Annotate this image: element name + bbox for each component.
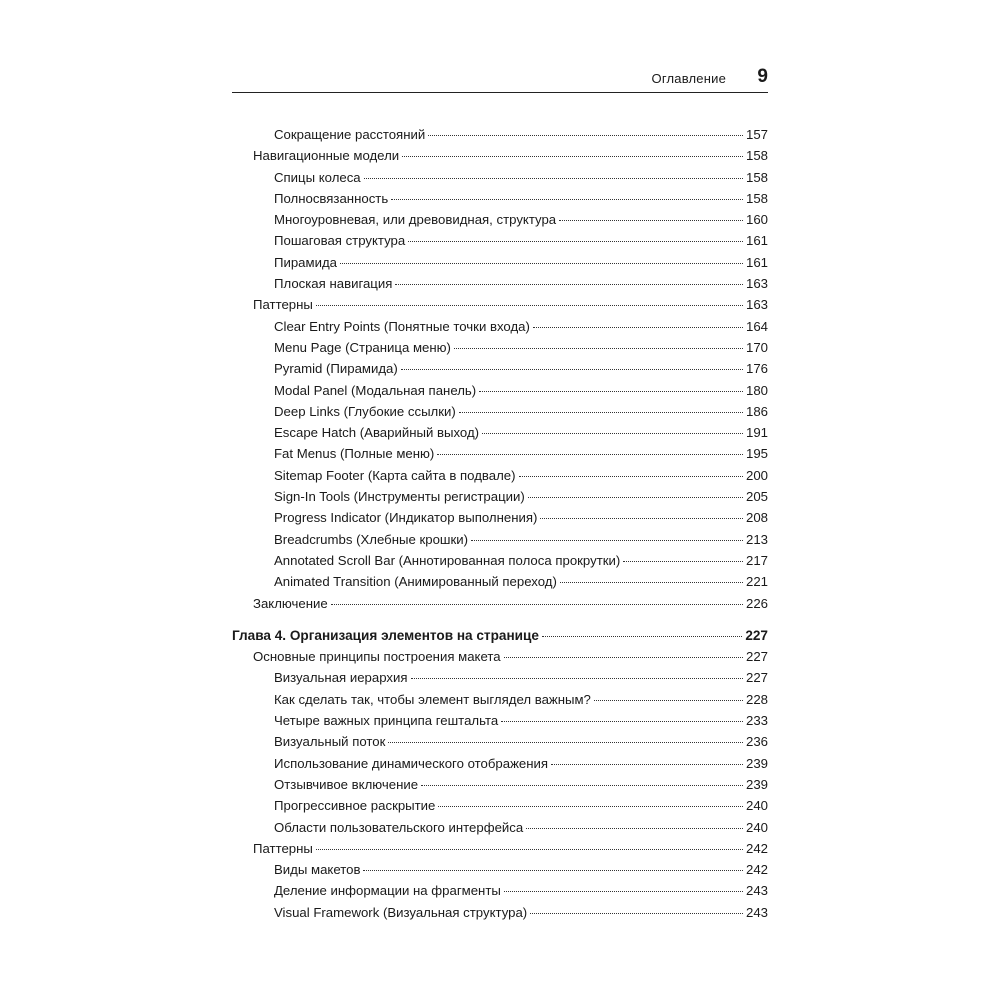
toc-entry-label: Escape Hatch (Аварийный выход) xyxy=(274,425,480,441)
dot-leader xyxy=(388,741,743,743)
dot-leader xyxy=(471,539,743,541)
toc-entry-page: 242 xyxy=(745,862,768,878)
toc-entry-label: Progress Indicator (Индикатор выполнения) xyxy=(274,510,538,526)
toc-entry-label: Использование динамического отображения xyxy=(274,755,549,771)
toc-entry-label: Паттерны xyxy=(253,297,313,313)
toc-entry xyxy=(232,465,768,486)
dot-leader xyxy=(316,848,743,850)
toc-entry xyxy=(232,667,768,688)
dot-leader xyxy=(533,326,743,328)
dot-leader xyxy=(401,368,743,370)
toc-entry-page: 158 xyxy=(745,148,768,164)
toc-entry-label: Спицы колеса xyxy=(274,169,361,185)
toc-entry-page: 243 xyxy=(745,883,768,899)
dot-leader xyxy=(363,869,743,871)
toc-entry-page: 208 xyxy=(745,510,768,526)
dot-leader xyxy=(331,603,743,605)
toc-entry xyxy=(232,443,768,464)
toc-entry xyxy=(232,209,768,230)
toc-entry-label: Заключение xyxy=(253,595,328,611)
dot-leader xyxy=(316,304,743,306)
toc-entry-label: Навигационные модели xyxy=(253,148,400,164)
toc-entry xyxy=(232,646,768,667)
running-header-title: Оглавление xyxy=(651,71,726,86)
toc-entry-label: Clear Entry Points (Понятные точки входа) xyxy=(274,318,530,334)
toc-entry xyxy=(232,358,768,379)
dot-leader xyxy=(421,784,743,786)
table-of-contents xyxy=(232,124,768,923)
toc-entry xyxy=(232,294,768,315)
toc-entry-label: Отзывчивое включение xyxy=(274,776,419,792)
toc-entry xyxy=(232,902,768,923)
toc-entry-page: 243 xyxy=(745,904,768,920)
toc-entry-label: Многоуровневая, или древовидная, структура xyxy=(274,212,557,228)
dot-leader xyxy=(364,177,743,179)
dot-leader xyxy=(340,262,743,264)
dot-leader xyxy=(560,581,743,583)
toc-entry-page: 213 xyxy=(745,531,768,547)
dot-leader xyxy=(551,763,743,765)
dot-leader xyxy=(459,411,743,413)
dot-leader xyxy=(540,517,743,519)
toc-entry-page: 217 xyxy=(745,552,768,568)
toc-entry xyxy=(232,774,768,795)
toc-entry-page: 161 xyxy=(745,254,768,270)
toc-entry-page: 239 xyxy=(745,776,768,792)
toc-entry-label: Animated Transition (Анимированный переход) xyxy=(274,574,557,590)
toc-entry xyxy=(232,401,768,422)
toc-entry-page: 170 xyxy=(745,339,768,355)
toc-entry-page: 242 xyxy=(745,840,768,856)
toc-entry xyxy=(232,731,768,752)
toc-chapter-entry xyxy=(232,625,768,646)
toc-entry-label: Пирамида xyxy=(274,254,337,270)
toc-entry-page: 239 xyxy=(745,755,768,771)
toc-entry-page: 226 xyxy=(745,595,768,611)
toc-entry xyxy=(232,145,768,166)
toc-entry-label: Сокращение расстояний xyxy=(274,127,426,142)
toc-entry-page: 157 xyxy=(745,127,768,142)
dot-leader xyxy=(395,283,743,285)
dot-leader xyxy=(482,432,743,434)
dot-leader xyxy=(504,890,743,892)
dot-leader xyxy=(402,155,743,157)
toc-entry xyxy=(232,188,768,209)
toc-entry xyxy=(232,380,768,401)
toc-entry-page: 205 xyxy=(745,489,768,505)
toc-entry xyxy=(232,507,768,528)
dot-leader xyxy=(454,347,743,349)
toc-entry xyxy=(232,124,768,145)
toc-entry-label: Области пользовательского интерфейса xyxy=(274,819,524,835)
page-number: 9 xyxy=(757,66,768,87)
toc-entry-label: Menu Page (Страница меню) xyxy=(274,339,451,355)
toc-entry xyxy=(232,273,768,294)
toc-entry-label: Sitemap Footer (Карта сайта в подвале) xyxy=(274,467,516,483)
toc-entry-page: 227 xyxy=(745,670,768,686)
toc-entry xyxy=(232,550,768,571)
toc-entry-label: Прогрессивное раскрытие xyxy=(274,798,436,814)
toc-entry xyxy=(232,593,768,614)
toc-entry xyxy=(232,859,768,880)
toc-entry xyxy=(232,422,768,443)
toc-entry xyxy=(232,316,768,337)
dot-leader xyxy=(411,677,743,679)
toc-entry-label: Breadcrumbs (Хлебные крошки) xyxy=(274,531,469,547)
toc-entry-page: 163 xyxy=(745,297,768,313)
dot-leader xyxy=(437,453,743,455)
toc-entry-page: 186 xyxy=(745,403,768,419)
toc-entry xyxy=(232,337,768,358)
toc-entry-page: 158 xyxy=(745,190,768,206)
toc-entry-page: 160 xyxy=(745,212,768,228)
toc-entry-label: Annotated Scroll Bar (Аннотированная полоса прокрутки) xyxy=(274,552,621,568)
toc-entry-label: Четыре важных принципа гештальта xyxy=(274,713,499,729)
dot-leader xyxy=(594,699,743,701)
toc-entry-page: 158 xyxy=(745,169,768,185)
toc-entry-page: 176 xyxy=(745,361,768,377)
page-header xyxy=(232,64,768,93)
toc-entry xyxy=(232,795,768,816)
toc-entry-page: 221 xyxy=(745,574,768,590)
toc-entry-label: Пошаговая структура xyxy=(274,233,406,249)
toc-entry xyxy=(232,252,768,273)
toc-entry-label: Visual Framework (Визуальная структура) xyxy=(274,904,528,920)
toc-entry-label: Деление информации на фрагменты xyxy=(274,883,501,899)
toc-entry-label: Как сделать так, чтобы элемент выглядел важным? xyxy=(274,691,591,707)
toc-entry-page: 200 xyxy=(745,467,768,483)
toc-entry-page: 240 xyxy=(745,798,768,814)
toc-entry-page: 161 xyxy=(745,233,768,249)
dot-leader xyxy=(559,219,743,221)
toc-entry-page: 240 xyxy=(745,819,768,835)
dot-leader xyxy=(542,635,742,637)
toc-entry-page: 163 xyxy=(745,276,768,292)
toc-entry xyxy=(232,486,768,507)
toc-entry-page: 195 xyxy=(745,446,768,462)
toc-entry xyxy=(232,529,768,550)
dot-leader xyxy=(528,496,743,498)
dot-leader xyxy=(428,134,743,136)
dot-leader xyxy=(391,198,743,200)
toc-entry-label: Sign-In Tools (Инструменты регистрации) xyxy=(274,489,525,505)
toc-entry-label: Визуальный поток xyxy=(274,734,386,750)
toc-entry-page: 233 xyxy=(745,713,768,729)
toc-entry xyxy=(232,167,768,188)
toc-entry-page: 191 xyxy=(745,425,768,441)
toc-entry-label: Глава 4. Организация элементов на странице xyxy=(232,627,539,643)
toc-entry-label: Виды макетов xyxy=(274,862,361,878)
toc-entry-page: 180 xyxy=(745,382,768,398)
dot-leader xyxy=(519,475,743,477)
toc-entry-label: Полносвязанность xyxy=(274,190,389,206)
toc-entry-label: Плоская навигация xyxy=(274,276,393,292)
dot-leader xyxy=(504,656,743,658)
toc-entry-label: Pyramid (Пирамида) xyxy=(274,361,398,377)
toc-entry-page: 227 xyxy=(745,649,768,665)
toc-entry xyxy=(232,710,768,731)
dot-leader xyxy=(501,720,743,722)
toc-entry-page: 236 xyxy=(745,734,768,750)
toc-entry-label: Deep Links (Глубокие ссылки) xyxy=(274,403,456,419)
dot-leader xyxy=(530,912,743,914)
toc-entry xyxy=(232,571,768,592)
toc-entry xyxy=(232,753,768,774)
toc-entry xyxy=(232,689,768,710)
toc-entry-label: Fat Menus (Полные меню) xyxy=(274,446,435,462)
dot-leader xyxy=(438,805,743,807)
dot-leader xyxy=(408,240,743,242)
toc-entry-label: Визуальная иерархия xyxy=(274,670,408,686)
toc-entry-page: 227 xyxy=(745,627,768,643)
dot-leader xyxy=(623,560,743,562)
toc-entry-label: Паттерны xyxy=(253,840,313,856)
toc-entry-page: 164 xyxy=(745,318,768,334)
toc-entry xyxy=(232,880,768,901)
toc-entry-page: 228 xyxy=(745,691,768,707)
toc-entry xyxy=(232,817,768,838)
toc-entry xyxy=(232,838,768,859)
toc-entry-label: Modal Panel (Модальная панель) xyxy=(274,382,477,398)
toc-entry-label: Основные принципы построения макета xyxy=(253,649,501,665)
toc-entry xyxy=(232,230,768,251)
dot-leader xyxy=(479,390,743,392)
dot-leader xyxy=(526,827,743,829)
